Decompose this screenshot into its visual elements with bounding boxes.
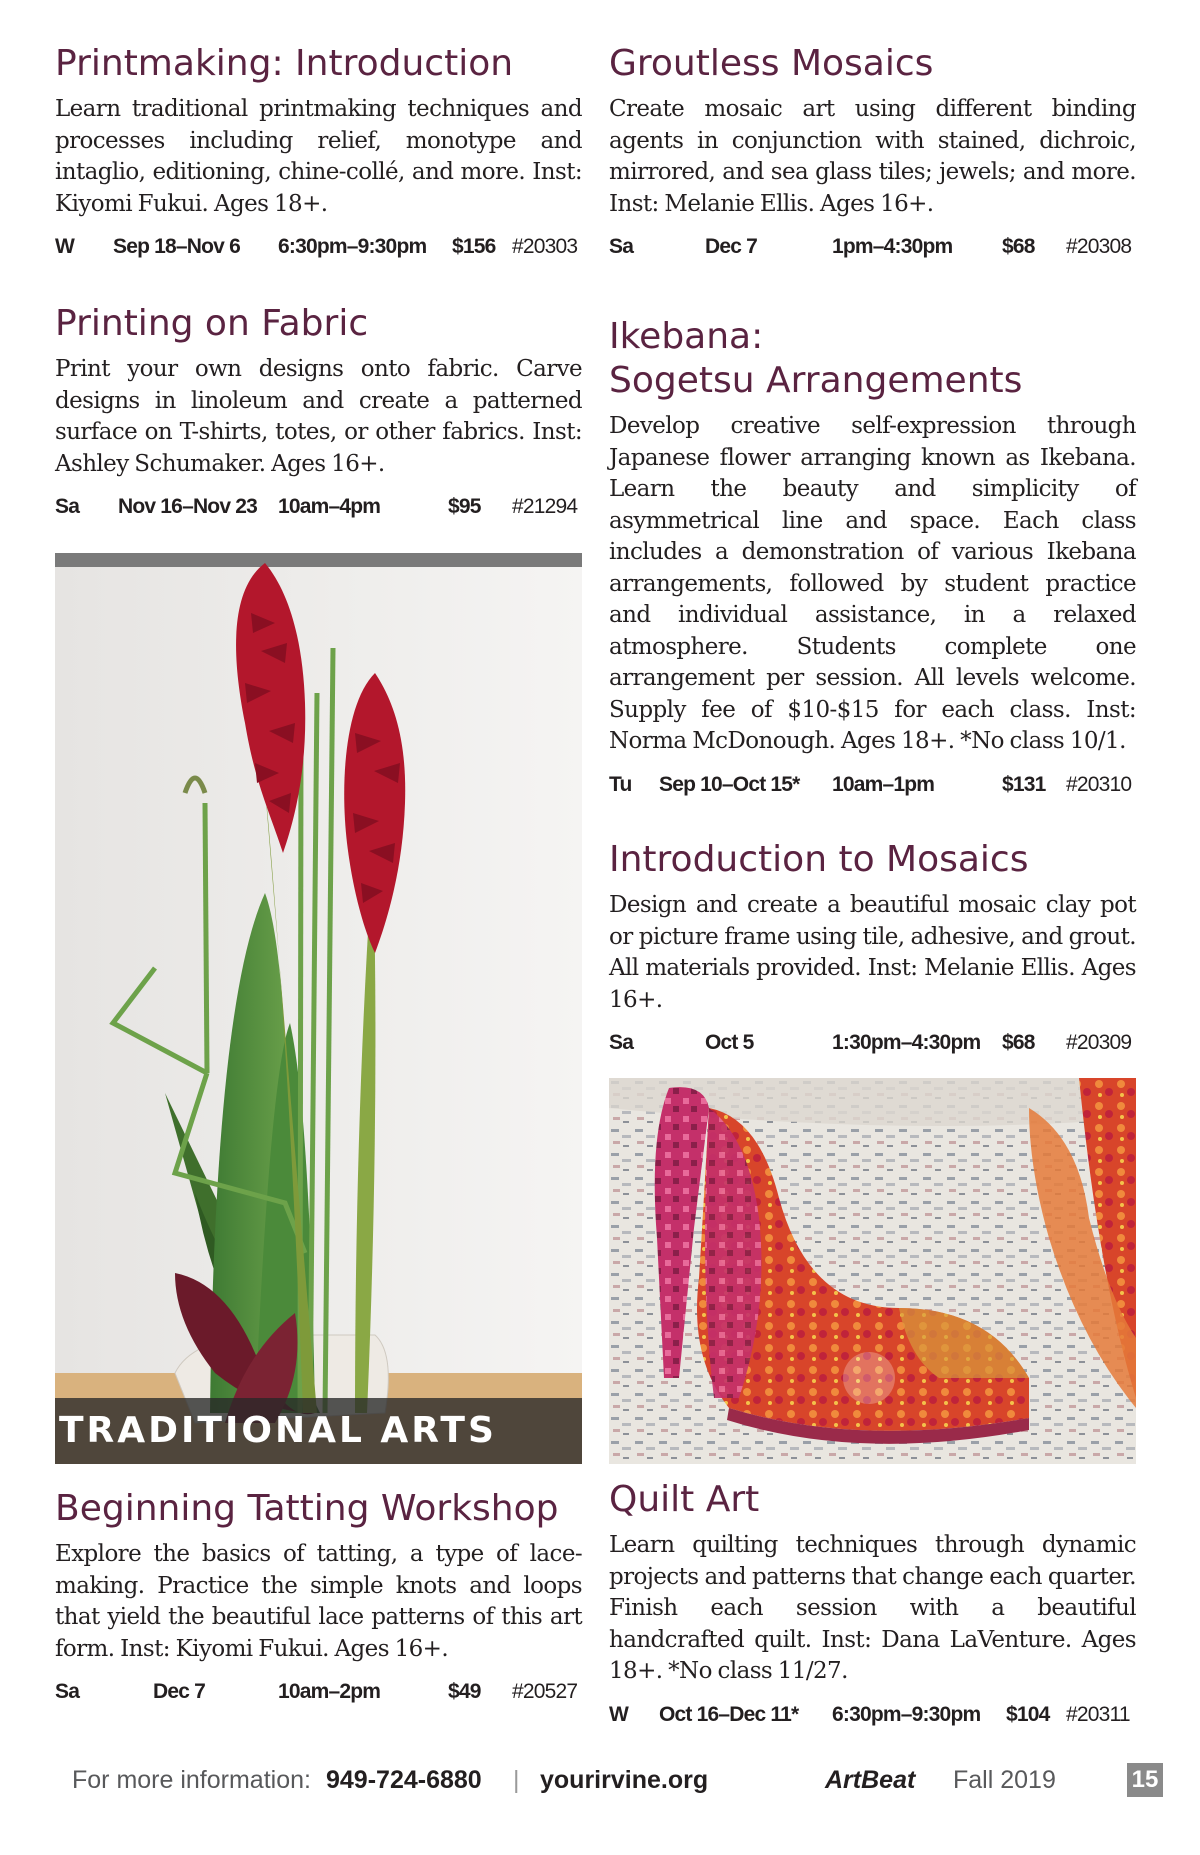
course-title: Introduction to Mosaics [609, 839, 1029, 880]
schedule-code: #20303 [512, 235, 578, 258]
schedule-dates: Sep 10–Oct 15* [659, 772, 800, 796]
schedule-price: $95 [448, 495, 481, 518]
course-schedule [609, 1700, 1136, 1730]
course-printmaking-intro [55, 42, 582, 262]
course-title: Printmaking: Introduction [55, 43, 514, 84]
schedule-dates: Oct 5 [705, 1031, 754, 1054]
schedule-price: $68 [1002, 1031, 1035, 1054]
course-title: Groutless Mosaics [609, 43, 934, 84]
quilt-shoe-photo [609, 1078, 1136, 1464]
schedule-price: $131 [1002, 772, 1046, 796]
footer-magazine: ArtBeat [825, 1766, 916, 1794]
schedule-dates: Sep 18–Nov 6 [113, 235, 240, 258]
course-title: Printing on Fabric [55, 303, 369, 344]
course-printing-on-fabric [55, 302, 582, 522]
course-description: Design and create a beautiful mosaic clay pot or picture frame using tile, adhesive, and grout. All materials provided. Inst: Melanie Ellis. Ages 16+. [609, 892, 1136, 1013]
schedule-time: 1pm–4:30pm [832, 235, 953, 258]
schedule-time: 1:30pm–4:30pm [832, 1031, 981, 1054]
schedule-code: #20308 [1066, 235, 1132, 258]
page-footer [0, 1760, 1200, 1800]
schedule-time: 6:30pm–9:30pm [832, 1702, 981, 1726]
schedule-day: Sa [55, 495, 80, 518]
ikebana-photo [55, 553, 582, 1464]
schedule-code: #20310 [1066, 772, 1132, 796]
schedule-time: 10am–1pm [832, 772, 935, 796]
course-schedule [609, 770, 1136, 800]
schedule-time: 10am–4pm [278, 495, 381, 518]
schedule-day: Tu [609, 772, 632, 796]
course-description: Create mosaic art using different binding agents in conjunction with stained, dichroic, mirrored, and sea glass tiles; jewels; and more. Inst: Melanie Ellis. Ages 16+. [609, 96, 1136, 217]
course-description: Learn traditional printmaking techniques and processes including relief, monotype and intaglio, editioning, chine-collé, and more. Inst: Kiyomi Fukui. Ages 18+. [55, 96, 582, 217]
schedule-day: Sa [609, 1031, 634, 1054]
schedule-dates: Oct 16–Dec 11* [659, 1702, 799, 1726]
course-schedule [55, 1677, 582, 1707]
footer-separator: | [513, 1766, 520, 1794]
course-schedule [55, 232, 582, 262]
schedule-code: #21294 [512, 495, 578, 518]
schedule-time: 10am–2pm [278, 1680, 381, 1703]
course-schedule [609, 232, 1136, 262]
schedule-dates: Nov 16–Nov 23 [118, 495, 258, 518]
footer-season: Fall 2019 [953, 1766, 1056, 1794]
schedule-price: $68 [1002, 235, 1035, 258]
schedule-price: $104 [1006, 1702, 1050, 1726]
schedule-day: W [609, 1702, 629, 1726]
schedule-price: $156 [452, 235, 496, 258]
schedule-day: Sa [609, 235, 634, 258]
schedule-dates: Dec 7 [705, 235, 758, 258]
schedule-price: $49 [448, 1680, 481, 1703]
schedule-dates: Dec 7 [153, 1680, 206, 1703]
course-title-line2: Sogetsu Arrangements [609, 360, 1023, 401]
course-groutless-mosaics [609, 42, 1136, 262]
course-schedule [609, 1028, 1136, 1058]
course-ikebana [609, 315, 1136, 800]
course-title: Beginning Tatting Workshop [55, 1488, 559, 1529]
section-banner: TRADITIONAL ARTS [55, 1398, 582, 1464]
schedule-code: #20311 [1066, 1702, 1130, 1726]
schedule-time: 6:30pm–9:30pm [278, 235, 427, 258]
course-description: Develop creative self-expression through Japanese flower arranging known as Ikebana. Learn the beauty and simplicity of asymmetrical line and space. Each class includes a demonstration of various Ikebana arrangements, followed by student practice and individual assistance, in a relaxed atmosphere. Students complete one arrangement per session. All levels welcome. Supply fee of $10-$15 for each class. Inst: Norma McDonough. Ages 18+. *No class 10/1. [609, 413, 1136, 754]
course-beginning-tatting [55, 1487, 582, 1707]
schedule-day: Sa [55, 1680, 80, 1703]
course-intro-mosaics [609, 838, 1136, 1058]
course-schedule [55, 492, 582, 522]
schedule-code: #20527 [512, 1680, 578, 1703]
course-description: Print your own designs onto fabric. Carve designs in linoleum and create a patterned surface on T-shirts, totes, or other fabrics. Inst: Ashley Schumaker. Ages 16+. [55, 356, 582, 477]
course-description: Learn quilting techniques through dynamic projects and patterns that change each quarter. Finish each session with a beautiful handcrafted quilt. Inst: Dana LaVenture. Ages 18+. *No class 11/27. [609, 1532, 1136, 1684]
schedule-code: #20309 [1066, 1031, 1132, 1054]
footer-info-label: For more information: [72, 1766, 311, 1794]
footer-phone: 949-724-6880 [326, 1766, 482, 1794]
page-number-badge: 15 [1127, 1763, 1163, 1797]
course-title-line1: Ikebana: [609, 316, 764, 357]
footer-website: yourirvine.org [540, 1766, 709, 1794]
course-quilt-art [609, 1478, 1136, 1730]
course-description: Explore the basics of tatting, a type of lace-making. Practice the simple knots and loops that yield the beautiful lace patterns of this art form. Inst: Kiyomi Fukui. Ages 16+. [55, 1541, 582, 1662]
course-title: Quilt Art [609, 1479, 760, 1520]
schedule-day: W [55, 235, 75, 258]
